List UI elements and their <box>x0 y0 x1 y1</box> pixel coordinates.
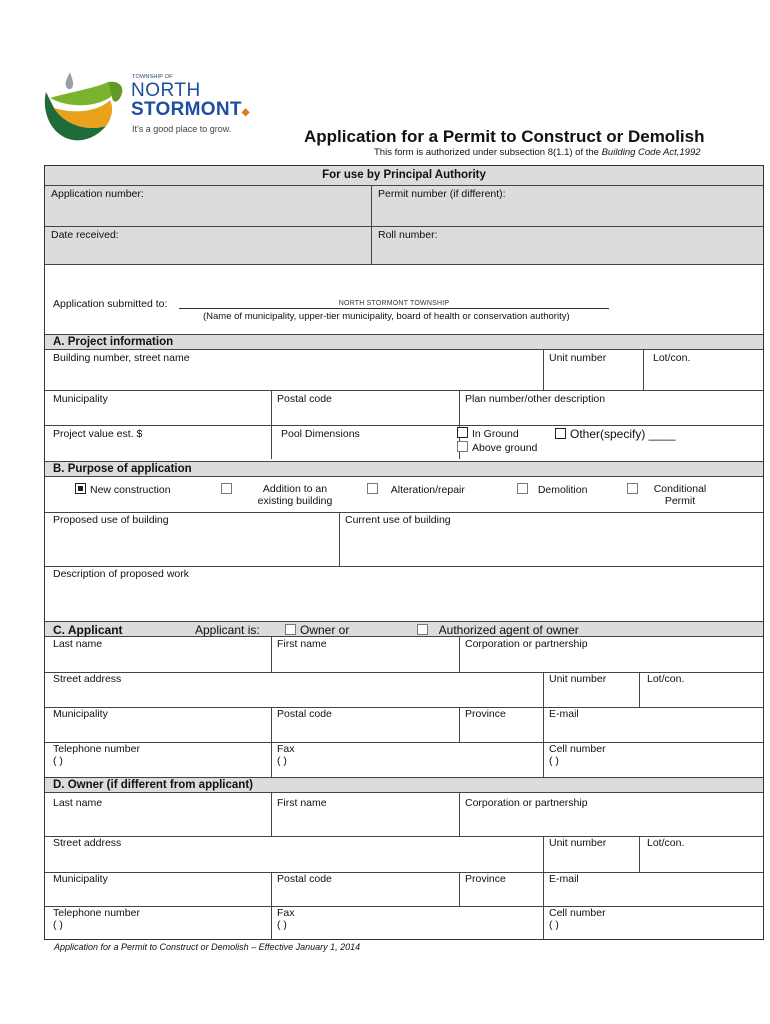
demolition-checkbox[interactable] <box>517 483 528 494</box>
d-cell-label: Cell number ( ) <box>549 907 606 931</box>
submitted-to-value: NORTH STORMONT TOWNSHIP <box>338 300 450 307</box>
owner-option[interactable]: Owner or <box>285 623 349 637</box>
d-corporation-label: Corporation or partnership <box>465 797 588 809</box>
alteration-option[interactable]: Alteration/repair <box>367 483 465 496</box>
in-ground-option[interactable]: In Ground <box>457 427 519 440</box>
section-a-heading: A. Project information <box>45 334 763 350</box>
proposed-use-label: Proposed use of building <box>53 514 169 526</box>
d-first-name-label: First name <box>277 797 327 809</box>
section-c-heading: C. Applicant Applicant is: Owner or Authorized agent of owner <box>45 621 763 637</box>
current-use-label: Current use of building <box>345 514 451 526</box>
date-received-field[interactable]: Date received: <box>45 227 371 264</box>
c-unit-number-label: Unit number <box>549 673 607 685</box>
municipality-label: Municipality <box>53 393 108 405</box>
c-cell-label: Cell number ( ) <box>549 743 606 767</box>
section-d-heading: D. Owner (if different from applicant) <box>45 777 763 793</box>
diamond-icon: ◆ <box>241 107 250 118</box>
c-lot-con-label: Lot/con. <box>647 673 685 685</box>
in-ground-checkbox[interactable] <box>457 427 468 438</box>
roll-number-field[interactable]: Roll number: <box>371 227 763 264</box>
submitted-to-note: (Name of municipality, upper-tier municipality, board of health or conservation authority) <box>203 311 570 322</box>
c-province-label: Province <box>465 708 506 720</box>
d-municipality-label: Municipality <box>53 873 108 885</box>
permit-number-field[interactable]: Permit number (if different): <box>371 186 763 226</box>
logo-township-of: TOWNSHIP OF <box>132 74 173 80</box>
project-value-label: Project value est. $ <box>53 428 143 440</box>
other-specify-option[interactable]: Other(specify) ____ <box>555 427 675 441</box>
other-checkbox[interactable] <box>555 428 566 439</box>
d-last-name-label: Last name <box>53 797 103 809</box>
c-postal-code-label: Postal code <box>277 708 332 720</box>
plan-number-label: Plan number/other description <box>465 393 606 405</box>
conditional-permit-label: Conditional Permit <box>653 483 707 507</box>
description-label: Description of proposed work <box>53 568 189 580</box>
new-construction-checkbox[interactable] <box>75 483 86 494</box>
authority-heading: For use by Principal Authority <box>45 166 763 186</box>
conditional-permit-checkbox[interactable] <box>627 483 638 494</box>
logo-north: NORTH <box>131 80 201 101</box>
page-footer: Application for a Permit to Construct or Demolish – Effective January 1, 2014 <box>54 942 361 952</box>
alteration-checkbox[interactable] <box>367 483 378 494</box>
owner-checkbox[interactable] <box>285 624 296 635</box>
logo-tagline: It's a good place to grow. <box>132 124 232 134</box>
conditional-permit-option[interactable] <box>627 483 642 496</box>
building-number-label: Building number, street name <box>53 352 190 364</box>
d-lot-con-label: Lot/con. <box>647 837 685 849</box>
form-title: Application for a Permit to Construct or Demolish <box>304 127 705 146</box>
d-province-label: Province <box>465 873 506 885</box>
c-first-name-label: First name <box>277 638 327 650</box>
new-construction-option[interactable]: New construction <box>75 483 171 496</box>
pool-dimensions-label: Pool Dimensions <box>281 428 360 440</box>
above-ground-checkbox[interactable] <box>457 441 468 452</box>
d-street-address-label: Street address <box>53 837 122 849</box>
section-b-heading: B. Purpose of application <box>45 461 763 477</box>
submitted-to-label: Application submitted to: <box>53 298 168 310</box>
unit-number-label: Unit number <box>549 352 607 364</box>
c-street-address-label: Street address <box>53 673 122 685</box>
d-fax-label: Fax ( ) <box>277 907 295 931</box>
submitted-to-field[interactable] <box>179 296 609 309</box>
demolition-option[interactable]: Demolition <box>517 483 587 496</box>
d-postal-code-label: Postal code <box>277 873 332 885</box>
application-number-field[interactable]: Application number: <box>45 186 371 226</box>
applicant-is-label: Applicant is: <box>195 623 260 637</box>
c-telephone-label: Telephone number ( ) <box>53 743 140 767</box>
above-ground-option[interactable]: Above ground <box>457 441 537 454</box>
permit-form <box>44 165 764 940</box>
logo-stormont: STORMONT◆ <box>131 99 250 120</box>
c-corporation-label: Corporation or partnership <box>465 638 588 650</box>
township-logo <box>40 68 270 148</box>
d-telephone-label: Telephone number ( ) <box>53 907 140 931</box>
c-fax-label: Fax ( ) <box>277 743 295 767</box>
d-unit-number-label: Unit number <box>549 837 607 849</box>
lot-con-label: Lot/con. <box>653 352 691 364</box>
form-subtitle: This form is authorized under subsection 8(1.1) of the Building Code Act,1992 <box>374 147 701 158</box>
addition-label: Addition to an existing building <box>257 483 333 507</box>
c-municipality-label: Municipality <box>53 708 108 720</box>
c-last-name-label: Last name <box>53 638 103 650</box>
addition-checkbox[interactable] <box>221 483 232 494</box>
c-email-label: E-mail <box>549 708 579 720</box>
agent-checkbox[interactable] <box>417 624 428 635</box>
postal-code-label: Postal code <box>277 393 332 405</box>
addition-option[interactable] <box>221 483 236 496</box>
agent-option[interactable]: Authorized agent of owner <box>417 623 579 637</box>
d-email-label: E-mail <box>549 873 579 885</box>
logo-emblem-icon <box>40 68 130 148</box>
